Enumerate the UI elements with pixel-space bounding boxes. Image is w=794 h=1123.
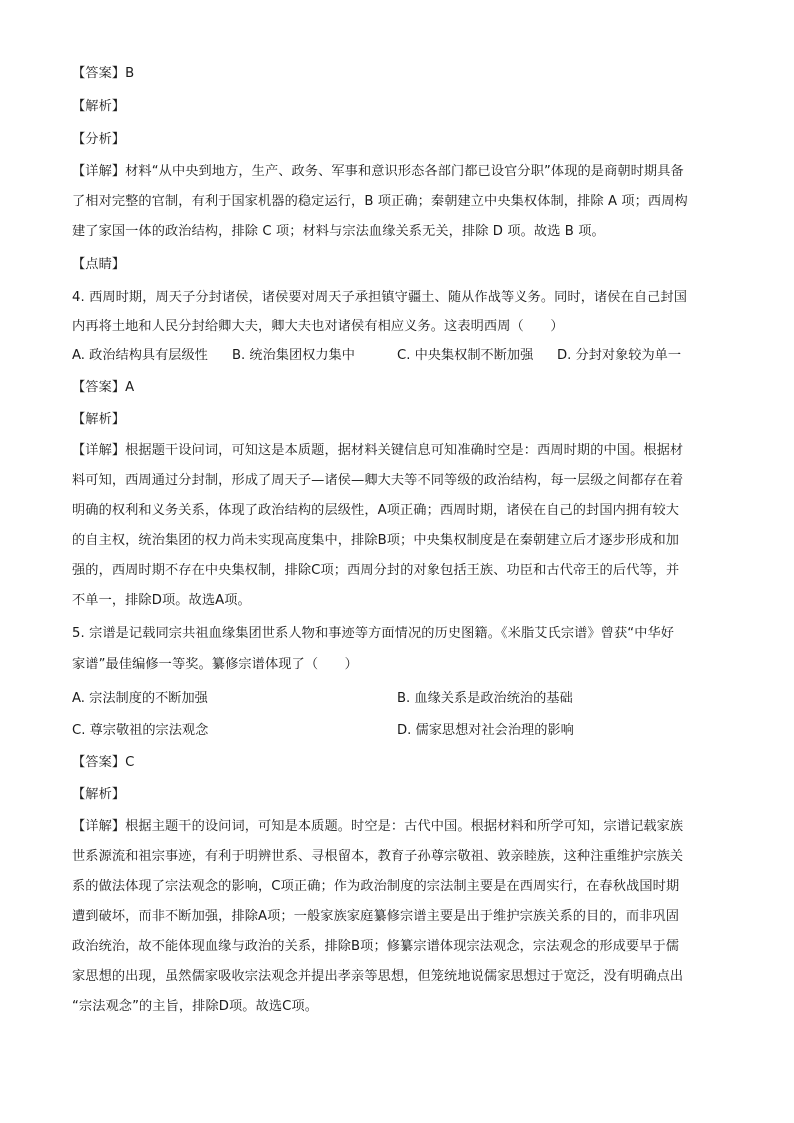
detail-line: 【详解】根据主题干的设问词，可知是本质题。时空是：古代中国。根据材料和所学可知，宗谱记载家族: [72, 819, 684, 834]
detail-line: 了相对完整的官制，有利于国家机器的稳定运行，B 项正确；秦朝建立中央集权体制，排除 A 项；西周构: [72, 194, 688, 209]
question-4-stem: 内再将土地和人民分封给卿大夫，卿大夫也对诸侯有相应义务。这表明西周（ ）: [72, 319, 564, 334]
detail-line: 家思想的出现，虽然儒家吸收宗法观念并提出孝亲等思想，但笼统地说儒家思想过于宽泛，没有明确点出: [72, 969, 684, 984]
detail-line: 强的，西周时期不存在中央集权制，排除C项；西周分封的对象包括王族、功臣和古代帝王的后代等，并: [72, 563, 680, 578]
detail-line: 建了家国一体的政治结构，排除 C 项；材料与宗法血缘关系无关，排除 D 项。故选 B 项。: [72, 224, 605, 239]
answer-label: 【答案】B: [72, 66, 135, 81]
detail-line: 不单一，排除D项。故选A项。: [72, 593, 251, 608]
question-4-stem: 4. 西周时期，周天子分封诸侯，诸侯要对周天子承担镇守疆土、随从作战等义务。同时，诸侯在自己封国: [72, 290, 688, 305]
fenxi-label: 【分析】: [72, 132, 126, 147]
detail-line: 明确的权利和义务关系，体现了政治结构的层级性，A项正确；西周时期，诸侯在自己的封国内拥有较大: [72, 503, 680, 518]
detail-line: 【详解】材料“从中央到地方，生产、政务、军事和意识形态各部门都已设官分职”体现的是商朝时期具备: [72, 164, 684, 179]
detail-line: 遭到破坏，而非不断加强，排除A项；一般家族家庭纂修宗谱主要是出于维护宗族关系的目的，而非巩固: [72, 909, 680, 924]
q4-option-d: D. 分封对象较为单一: [557, 348, 682, 363]
dianjing-label: 【点睛】: [72, 257, 126, 272]
answer-label: 【答案】C: [72, 755, 135, 770]
analysis-label: 【解析】: [72, 787, 126, 802]
q5-option-a: A. 宗法制度的不断加强: [72, 691, 208, 706]
q5-option-c: C. 尊宗敬祖的宗法观念: [72, 723, 209, 738]
analysis-label: 【解析】: [72, 412, 126, 427]
question-5-stem: 5. 宗谱是记载同宗共祖血缘集团世系人物和事迹等方面情况的历史图籍。《米脂艾氏宗谱》曾获“中华好: [72, 626, 675, 641]
question-5-options-row1: [72, 689, 722, 709]
detail-line: 【详解】根据题干设问词，可知这是本质题，据材料关键信息可知准确时空是：西周时期的中国。根据材: [72, 443, 684, 458]
q4-option-a: A. 政治结构具有层级性: [72, 348, 208, 363]
analysis-label: 【解析】: [72, 99, 126, 114]
detail-line: 系的做法体现了宗法观念的影响，C项正确；作为政治制度的宗法制主要是在西周实行，在春秋战国时期: [72, 879, 680, 894]
detail-line: 的自主权，统治集团的权力尚未实现高度集中，排除B项；中央集权制度是在秦朝建立后才逐步形成和加: [72, 533, 680, 548]
detail-line: 料可知，西周通过分封制，形成了周天子—诸侯—卿大夫等不同等级的政治结构，每一层级之间都存在着: [72, 473, 684, 488]
q5-option-b: B. 血缘关系是政治统治的基础: [397, 691, 573, 706]
detail-line: “宗法观念”的主旨，排除D项。故选C项。: [72, 999, 319, 1014]
question-5-stem: 家谱”最佳编修一等奖。纂修宗谱体现了（ ）: [72, 657, 358, 672]
q4-option-b: B. 统治集团权力集中: [232, 348, 355, 363]
question-5-options-row2: [72, 721, 722, 741]
detail-line: 政治统治，故不能体现血缘与政治的关系，排除B项；修纂宗谱体现宗法观念，宗法观念的形成要早于儒: [72, 939, 680, 954]
q4-option-c: C. 中央集权制不断加强: [397, 348, 534, 363]
q5-option-d: D. 儒家思想对社会治理的影响: [397, 723, 574, 738]
answer-label: 【答案】A: [72, 380, 135, 395]
question-4-options: [72, 346, 722, 366]
detail-line: 世系源流和祖宗事迹，有利于明辨世系、寻根留本，教育子孙尊宗敬祖、敦亲睦族，这种注重维护宗族关: [72, 849, 684, 864]
